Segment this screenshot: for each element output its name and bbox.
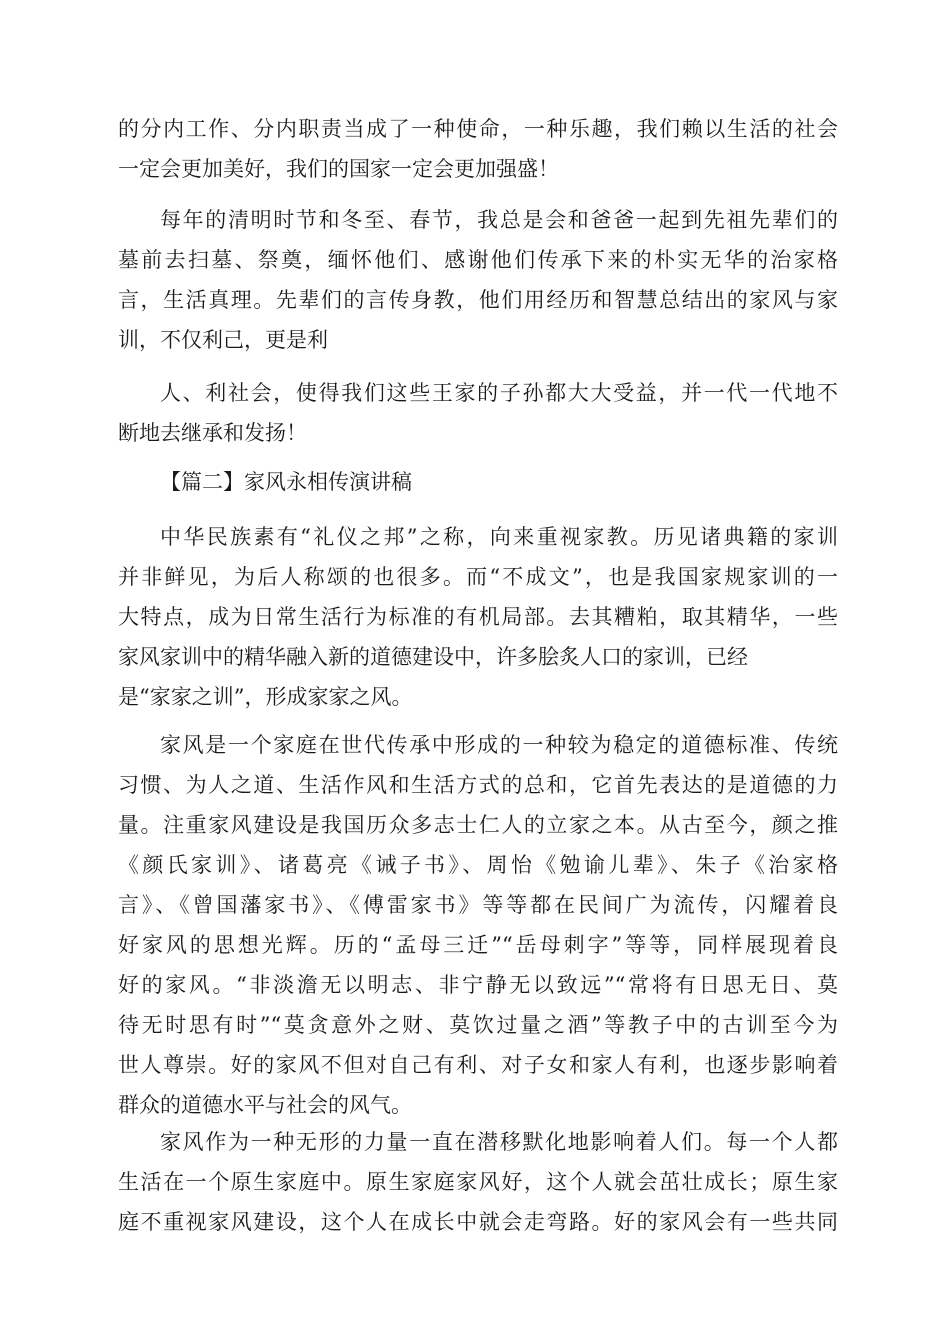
section-title: 【篇二】家风永相传演讲稿 — [160, 470, 412, 494]
text-line: 家风家训中的精华融入新的道德建设中，许多脍炙人口的家训，已经 — [118, 645, 748, 669]
text-line: 大特点，成为日常生活行为标准的有机局部。去其糟粕，取其精华，一些 — [118, 605, 838, 629]
text-line: 量。注重家风建设是我国历众多志士仁人的立家之本。从古至今，颜之推 — [118, 813, 838, 837]
text-line: 是“家家之训”，形成家家之风。 — [118, 685, 413, 709]
text-line: 每年的清明时节和冬至、春节，我总是会和爸爸一起到先祖先辈们的 — [160, 208, 838, 232]
text-line: 待无时思有时”“莫贪意外之财、莫饮过量之酒”等教子中的古训至今为 — [118, 1013, 838, 1037]
text-line: 一定会更加美好，我们的国家一定会更加强盛！ — [118, 157, 559, 181]
text-line: 并非鲜见，为后人称颂的也很多。而“不成文”，也是我国家规家训的一 — [118, 565, 838, 589]
text-line: 好的家风。“非淡澹无以明志、非宁静无以致远”“常将有日思无日、莫 — [118, 973, 838, 997]
section-heading — [118, 462, 838, 502]
text-line: 世人尊崇。好的家风不但对自己有利、对子女和家人有利，也逐步影响着 — [118, 1053, 838, 1077]
text-line: 人、利社会，使得我们这些王家的子孙都大大受益，并一代一代地不 — [160, 381, 838, 405]
text-line: 家风作为一种无形的力量一直在潜移默化地影响着人们。每一个人都 — [160, 1130, 838, 1154]
text-line: 生活在一个原生家庭中。原生家庭家风好，这个人就会茁壮成长；原生家 — [118, 1170, 838, 1194]
text-line: 习惯、为人之道、生活作风和生活方式的总和，它首先表达的是道德的力 — [118, 773, 838, 797]
paragraph-qingming — [118, 200, 838, 360]
text-line: 言，生活真理。先辈们的言传身教，他们用经历和智慧总结出的家风与家 — [118, 288, 838, 312]
paragraph-chinese-nation — [118, 517, 838, 717]
text-line: 群众的道德水平与社会的风气。 — [118, 1093, 412, 1117]
text-line: 墓前去扫墓、祭奠，缅怀他们、感谢他们传承下来的朴实无华的治家格 — [118, 248, 838, 272]
text-line: 中华民族素有“礼仪之邦”之称，向来重视家教。历见诸典籍的家训 — [160, 525, 838, 549]
text-line: 好家风的思想光辉。历的“孟母三迁”“岳母刺字”等等，同样展现着良 — [118, 933, 838, 957]
text-line: 训，不仅利己，更是利 — [118, 328, 328, 352]
paragraph-invisible-force — [118, 1122, 838, 1242]
paragraph-continuation — [118, 109, 838, 189]
paragraph-family-style — [118, 725, 838, 1125]
text-line: 《颜氏家训》、诸葛亮《诫子书》、周怡《勉谕儿辈》、朱子《治家格 — [118, 853, 838, 877]
text-line: 言》、《曾国藩家书》、《傅雷家书》等等都在民间广为流传，闪耀着良 — [118, 893, 838, 917]
text-line: 的分内工作、分内职责当成了一种使命，一种乐趣，我们赖以生活的社会 — [118, 117, 838, 141]
text-line: 断地去继承和发扬！ — [118, 421, 307, 445]
paragraph-benefit — [118, 373, 838, 453]
text-line: 家风是一个家庭在世代传承中形成的一种较为稳定的道德标准、传统 — [160, 733, 838, 757]
text-line: 庭不重视家风建设，这个人在成长中就会走弯路。好的家风会有一些共同 — [118, 1210, 838, 1234]
